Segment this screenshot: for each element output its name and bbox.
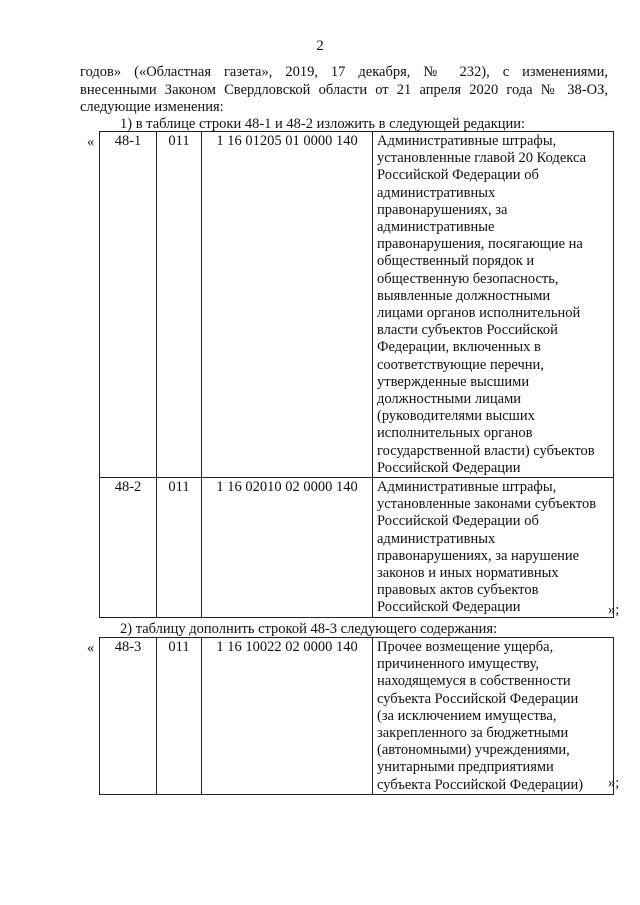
admin-code: 011 — [157, 638, 202, 795]
desc-line: (за исключением имущества, — [377, 707, 557, 724]
admin-code: 011 — [157, 132, 202, 478]
desc-line: (руководителями высших — [377, 408, 535, 425]
desc-line: должностными лицами — [377, 391, 522, 408]
table-row — [100, 132, 614, 478]
intro-line-3: следующие изменения: — [80, 99, 224, 115]
description — [373, 638, 614, 795]
desc-line: закрепленного за бюджетными — [377, 725, 569, 742]
table-row — [100, 478, 614, 618]
table1-open-quote: « — [87, 134, 95, 150]
intro-paragraph — [80, 64, 608, 117]
desc-line: соответствующие перечни, — [377, 356, 544, 373]
desc-line: общественный порядок и — [377, 253, 535, 270]
desc-line: исполнительных органов — [377, 425, 533, 442]
table-row-48-3 — [99, 637, 614, 795]
desc-line: правовых актов субъектов — [377, 582, 539, 599]
desc-line: находящемуся в собственности — [377, 673, 571, 690]
budget-code: 1 16 10022 02 0000 140 — [202, 638, 373, 795]
desc-line: субъекта Российской Федерации) — [377, 776, 584, 793]
intro-line-2: внесенными Законом Свердловской области от 21 апреля 2020 года № 38-ОЗ, — [80, 81, 608, 98]
desc-line: субъекта Российской Федерации — [377, 690, 579, 707]
desc-line: унитарными предприятиями — [377, 759, 554, 776]
desc-line: Федерации, включенных в — [377, 339, 541, 356]
table-row — [100, 638, 614, 795]
desc-line: административных — [377, 530, 496, 547]
description — [373, 478, 614, 618]
desc-line: власти субъектов Российской — [377, 322, 558, 339]
desc-line: причиненного имуществу, — [377, 656, 539, 673]
desc-line: законов и иных нормативных — [377, 565, 559, 582]
item-2-text: 2) таблицу дополнить строкой 48-3 следующего содержания: — [120, 621, 498, 637]
desc-line: установленные законами субъектов — [377, 496, 597, 513]
table1-close-quote: »; — [608, 602, 620, 618]
desc-line: Российской Федерации об — [377, 167, 539, 184]
desc-line: Российской Федерации об — [377, 513, 539, 530]
desc-line: Российской Федерации — [377, 459, 521, 476]
budget-code: 1 16 02010 02 0000 140 — [202, 478, 373, 618]
table-rows-48-1-48-2 — [99, 131, 614, 618]
table2-close-quote: »; — [608, 775, 620, 791]
desc-line: правонарушениях, за нарушение — [377, 547, 580, 564]
row-number: 48-3 — [100, 638, 157, 795]
desc-line: административных — [377, 184, 496, 201]
description — [373, 132, 614, 478]
desc-line: утвержденные высшими — [377, 373, 530, 390]
admin-code: 011 — [157, 478, 202, 618]
desc-line: Прочее возмещение ущерба, — [377, 639, 554, 655]
desc-line: выявленные должностными — [377, 287, 551, 304]
page-number: 2 — [316, 38, 324, 54]
budget-code: 1 16 01205 01 0000 140 — [202, 132, 373, 478]
item-1-text: 1) в таблице строки 48-1 и 48-2 изложить в следующей редакции: — [120, 116, 526, 132]
desc-line: государственной власти) субъектов — [377, 442, 595, 459]
desc-line: лицами органов исполнительной — [377, 305, 581, 322]
desc-line: правонарушения, посягающие на — [377, 236, 583, 253]
row-number: 48-2 — [100, 478, 157, 618]
desc-line: (автономными) учреждениями, — [377, 742, 570, 759]
row-number: 48-1 — [100, 132, 157, 478]
desc-line: правонарушениях, за — [377, 201, 508, 218]
desc-line: административные — [377, 219, 495, 236]
table2-open-quote: « — [87, 640, 95, 656]
desc-line: общественную безопасность, — [377, 270, 559, 287]
desc-line: Административные штрафы, — [377, 479, 557, 496]
desc-line: Российской Федерации — [377, 599, 521, 616]
desc-line: установленные главой 20 Кодекса — [377, 150, 587, 167]
intro-line-1: годов» («Областная газета», 2019, 17 декабря, № 232), с изменениями, — [80, 64, 608, 80]
desc-line: Административные штрафы, — [377, 133, 557, 149]
